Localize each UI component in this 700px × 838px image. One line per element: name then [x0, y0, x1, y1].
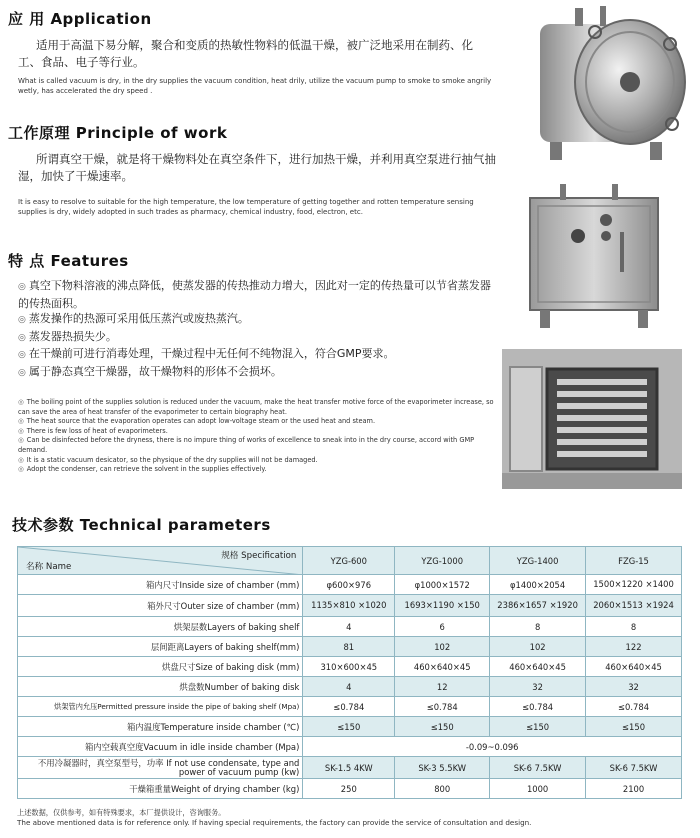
- value-cell: 102: [395, 637, 490, 657]
- tech-table: [17, 546, 682, 799]
- value-cell: 2060×1513 ×1924: [586, 595, 682, 617]
- table-row: [18, 757, 682, 779]
- bullet-icon: ◎: [18, 455, 24, 464]
- table-row: [18, 677, 682, 697]
- value-cell: SK-3 5.5KW: [395, 757, 490, 779]
- footer-cn: 上述数据，仅供参考，如有特殊要求，本厂提供设计，咨询服务。: [17, 808, 226, 817]
- value-cell: ≤150: [490, 717, 586, 737]
- dryer-interior-trays-image: [502, 349, 682, 489]
- bullet-icon: ◎: [18, 350, 26, 360]
- application-heading: 应 用 Application: [8, 10, 152, 28]
- row-name-cell: 干燥箱重量Weight of drying chamber (kg): [18, 779, 303, 799]
- table-row: [18, 575, 682, 595]
- value-cell: 1000: [490, 779, 586, 799]
- value-cell: SK-6 7.5KW: [586, 757, 682, 779]
- table-row: [18, 657, 682, 677]
- footer-note: [17, 808, 687, 828]
- value-cell: 8: [586, 617, 682, 637]
- feature-en-item: ◎ Can be disinfected before the dryness, there is no impure thing of works of excellence to sneak into in the dry course, accord with GMP demand.: [18, 436, 475, 454]
- table-row: [18, 617, 682, 637]
- round-vacuum-dryer-image: [500, 4, 696, 162]
- value-cell: 4: [303, 677, 395, 697]
- name-label: 名称 Name: [26, 562, 72, 572]
- value-cell: 2386×1657 ×1920: [490, 595, 586, 617]
- value-cell: 122: [586, 637, 682, 657]
- value-cell: 250: [303, 779, 395, 799]
- value-cell: 8: [490, 617, 586, 637]
- feature-en-item: ◎ It is a static vacuum desicator, so the physique of the dry supplies will not be damaged.: [18, 455, 318, 464]
- value-cell: 1135×810 ×1020: [303, 595, 395, 617]
- feature-item: ◎ 蒸发操作的热源可采用低压蒸汽或废热蒸汽。: [18, 312, 249, 325]
- value-cell: 460×640×45: [490, 657, 586, 677]
- principle-en-text: It is easy to resolve to suitable for the high temperature, the low temperature of getting together and rotten temperature sensing supplies is dry, widely adopted in such trades as pharmacy, chemical industry, food, electron, etc.: [18, 198, 474, 216]
- row-name-cell: 层间距离Layers of baking shelf(mm): [18, 637, 303, 657]
- features-heading: 特 点 Features: [8, 252, 129, 270]
- model-header-cell: YZG-1000: [395, 547, 490, 575]
- value-cell: 12: [395, 677, 490, 697]
- value-cell: ≤0.784: [586, 697, 682, 717]
- value-cell: ≤0.784: [490, 697, 586, 717]
- bullet-icon: ◎: [18, 332, 26, 343]
- row-name-cell: 箱内空载真空度Vacuum in idle inside chamber (Mpa): [18, 737, 303, 757]
- model-header-cell: YZG-600: [303, 547, 395, 575]
- table-row: [18, 697, 682, 717]
- feature-item: ◎ 真空下物料溶液的沸点降低，使蒸发器的传热推动力增大，因此对一定的传热量可以节省蒸发器的传热面积。: [18, 279, 491, 310]
- spec-label: 规格 Specification: [221, 551, 297, 561]
- value-cell: 6: [395, 617, 490, 637]
- bullet-icon: ◎: [18, 315, 26, 325]
- merged-value-cell: -0.09~0.096: [303, 737, 682, 757]
- value-cell: 460×640×45: [586, 657, 682, 677]
- value-cell: 32: [490, 677, 586, 697]
- value-cell: ≤0.784: [303, 697, 395, 717]
- bullet-icon: ◎: [18, 465, 24, 474]
- value-cell: SK-6 7.5KW: [490, 757, 586, 779]
- row-name-cell: 箱外尺寸Outer size of chamber (mm): [18, 595, 303, 617]
- value-cell: 800: [395, 779, 490, 799]
- features-cn-list: [18, 278, 500, 381]
- application-cn-text: 适用于高温下易分解，聚合和变质的热敏性物料的低温干燥，被广泛地采用在制药、化工、食品、电子等行业。: [18, 38, 473, 69]
- bullet-icon: ◎: [18, 367, 26, 378]
- value-cell: SK-1.5 4KW: [303, 757, 395, 779]
- table-header-row: [18, 547, 682, 575]
- tech-heading: 技术参数 Technical parameters: [12, 516, 271, 534]
- feature-en-item: ◎ The heat source that the evaporation operates can adopt low-voltage steam or the used heat and steam.: [18, 417, 376, 426]
- value-cell: 460×640×45: [395, 657, 490, 677]
- features-en-list: [18, 398, 498, 475]
- row-name-cell: 不用冷凝器时，真空泵型号，功率 If not use condensate, type and power of vacuum pump (kw): [18, 757, 303, 779]
- value-cell: 1693×1190 ×150: [395, 595, 490, 617]
- table-row: [18, 595, 682, 617]
- feature-item: ◎ 蒸发器热损失少。: [18, 329, 117, 343]
- feature-en-item: ◎ Adopt the condenser, can retrieve the solvent in the supplies effectively.: [18, 465, 267, 474]
- table-row: [18, 737, 682, 757]
- table-row: [18, 637, 682, 657]
- value-cell: 1500×1220 ×1400: [586, 575, 682, 595]
- row-name-cell: 烘架层数Layers of baking shelf: [18, 617, 303, 637]
- value-cell: ≤150: [395, 717, 490, 737]
- model-header-cell: YZG-1400: [490, 547, 586, 575]
- value-cell: φ600×976: [303, 575, 395, 595]
- principle-cn-text: 所谓真空干燥，就是将干燥物料处在真空条件下，进行加热干燥，并利用真空泵进行抽气抽湿，加快了干燥速率。: [18, 152, 496, 183]
- row-name-cell: 烘盘数Number of baking disk: [18, 677, 303, 697]
- value-cell: φ1000×1572: [395, 575, 490, 595]
- value-cell: ≤150: [586, 717, 682, 737]
- feature-en-item: ◎ The boiling point of the supplies solution is reduced under the vacuum, make the heat transfer motive force of the evaporimeter increase, so can save the area of heat transfer of the evaporimeter to certain biography heat.: [18, 398, 494, 416]
- row-name-cell: 箱内温度Temperature inside chamber (℃): [18, 717, 303, 737]
- tech-table-wrapper: [17, 546, 682, 799]
- row-name-cell: 烘盘尺寸Size of baking disk (mm): [18, 657, 303, 677]
- square-vacuum-dryer-image: [520, 180, 668, 332]
- value-cell: φ1400×2054: [490, 575, 586, 595]
- spec-name-header-cell: [18, 547, 303, 575]
- feature-item: ◎ 在干燥前可进行消毒处理，干燥过程中无任何不纯物混入，符合GMP要求。: [18, 347, 395, 360]
- value-cell: 102: [490, 637, 586, 657]
- value-cell: 4: [303, 617, 395, 637]
- model-header-cell: FZG-15: [586, 547, 682, 575]
- bullet-icon: ◎: [18, 426, 24, 435]
- feature-en-item: ◎ There is few loss of heat of evaporimeters.: [18, 426, 168, 435]
- principle-heading: 工作原理 Principle of work: [8, 124, 228, 142]
- value-cell: 81: [303, 637, 395, 657]
- row-name-cell: 烘架管内允压Permitted pressure inside the pipe of baking shelf (Mpa): [18, 697, 303, 717]
- bullet-icon: ◎: [18, 436, 24, 445]
- value-cell: ≤0.784: [395, 697, 490, 717]
- value-cell: ≤150: [303, 717, 395, 737]
- bullet-icon: ◎: [18, 417, 24, 426]
- value-cell: 310×600×45: [303, 657, 395, 677]
- value-cell: 2100: [586, 779, 682, 799]
- row-name-cell: 箱内尺寸Inside size of chamber (mm): [18, 575, 303, 595]
- application-en-text: What is called vacuum is dry, in the dry supplies the vacuum condition, heat drily, utilize the vacuum pump to smoke to smoke angrily wetly, has accelerated the dry speed .: [18, 77, 492, 95]
- bullet-icon: ◎: [18, 282, 26, 292]
- table-row: [18, 779, 682, 799]
- feature-item: ◎ 属于静态真空干燥器，故干燥物料的形体不会损坏。: [18, 364, 282, 378]
- table-row: [18, 717, 682, 737]
- bullet-icon: ◎: [18, 398, 24, 406]
- footer-en: The above mentioned data is for reference only. If having special requirements, the factory can provide the service of consultation and design.: [17, 818, 532, 827]
- value-cell: 32: [586, 677, 682, 697]
